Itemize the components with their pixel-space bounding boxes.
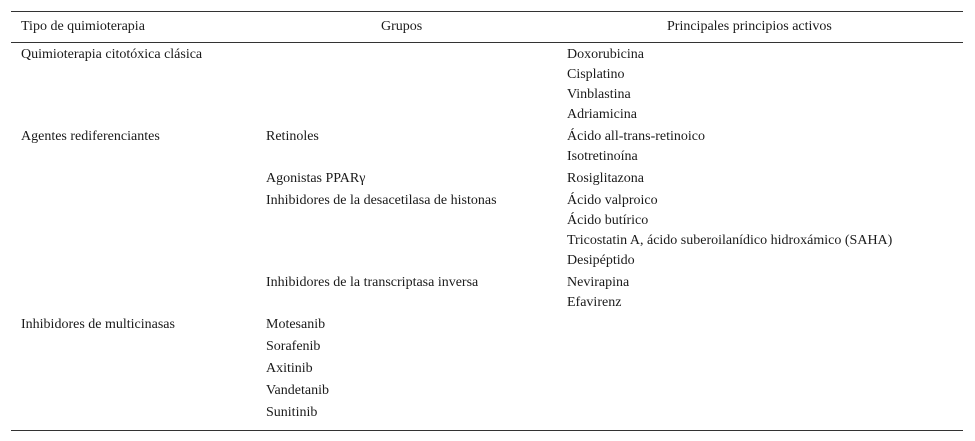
table-cell-activo: Rosiglitazona (567, 171, 644, 186)
drug-table (11, 11, 963, 431)
table-body (11, 43, 963, 430)
table-cell-activo: Ácido valproico (567, 193, 658, 208)
table-cell-activo: Vinblastina (567, 87, 631, 102)
table-cell-activo: Nevirapina (567, 275, 630, 290)
table-cell-grupo: Sunitinib (266, 405, 318, 420)
table-cell-grupo: Inhibidores de la desacetilasa de histonas (266, 193, 497, 208)
table-cell-tipo: Quimioterapia citotóxica clásica (21, 47, 203, 62)
table-cell-grupo: Vandetanib (266, 383, 329, 398)
header-activos: Principales principios activos (667, 19, 832, 34)
table-cell-activo: Ácido butírico (567, 213, 649, 228)
table-cell-activo: Efavirenz (567, 295, 622, 310)
table-cell-tipo: Inhibidores de multicinasas (21, 317, 175, 332)
table-cell-activo: Ácido all-trans-retinoico (567, 129, 706, 144)
table-cell-tipo: Agentes rediferenciantes (21, 129, 160, 144)
header-tipo: Tipo de quimioterapia (21, 19, 145, 34)
table-cell-grupo: Retinoles (266, 129, 319, 144)
table-cell-activo: Isotretinoína (567, 149, 638, 164)
table-cell-grupo: Agonistas PPARγ (266, 171, 366, 186)
table-cell-grupo: Sorafenib (266, 339, 321, 354)
table-header (11, 12, 963, 42)
table-cell-activo: Adriamicina (567, 107, 637, 122)
table-cell-grupo: Axitinib (266, 361, 313, 376)
table-cell-grupo: Inhibidores de la transcriptasa inversa (266, 275, 479, 290)
table-cell-grupo: Motesanib (266, 317, 326, 332)
table-cell-activo: Doxorubicina (567, 47, 644, 62)
table-cell-activo: Cisplatino (567, 67, 625, 82)
header-grupos: Grupos (381, 19, 423, 34)
table-cell-activo: Desipéptido (567, 253, 635, 268)
bottom-rule (11, 430, 963, 431)
table-cell-activo: Tricostatin A, ácido suberoilanídico hidroxámico (SAHA) (567, 233, 893, 248)
